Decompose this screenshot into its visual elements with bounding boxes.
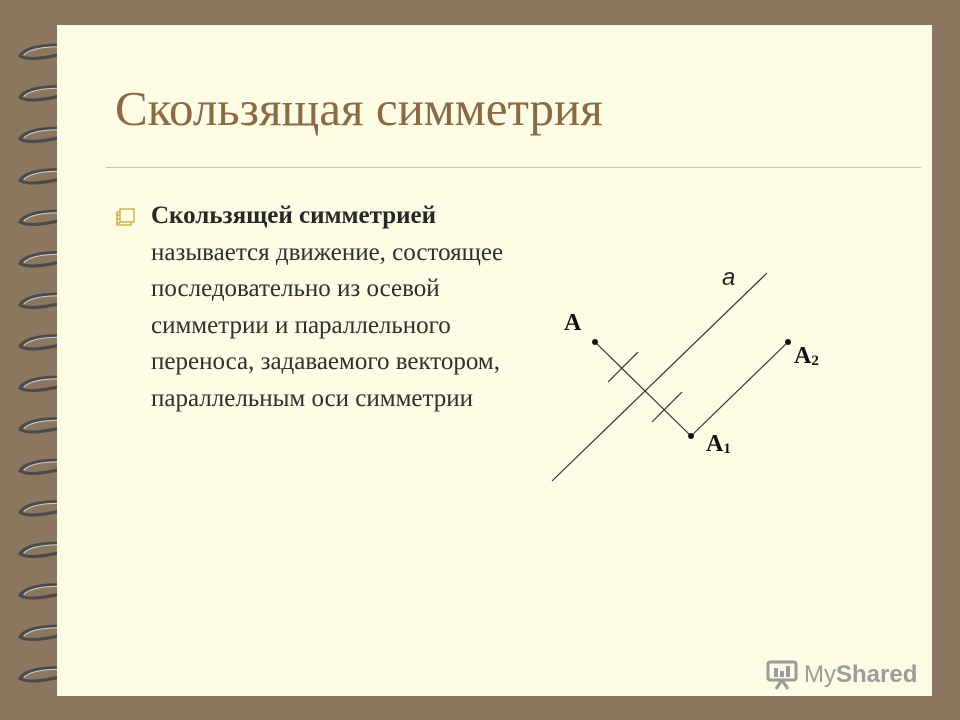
translation-segment	[691, 342, 788, 436]
symmetry-axis	[552, 273, 767, 481]
point-a-dot	[592, 339, 598, 345]
definition-body: называется движение, состоящее последовательно из осевой симметрии и параллельного переноса, задаваемого вектором, параллельным оси симметрии	[151, 238, 504, 412]
reflection-segment	[595, 342, 691, 436]
myshared-watermark	[766, 657, 926, 693]
tick-mark	[608, 352, 638, 382]
title-divider	[106, 167, 921, 168]
watermark-prefix: My	[804, 661, 836, 688]
axis-label: a	[722, 264, 736, 291]
point-a2-label: A2	[794, 343, 819, 369]
glide-reflection-diagram	[540, 255, 860, 495]
presentation-board-icon	[766, 660, 798, 690]
slide-title: Скользящая симметрия	[115, 81, 603, 136]
definition-text	[151, 198, 511, 417]
notebook-bullet-icon	[114, 207, 136, 229]
point-a1-label: A1	[706, 431, 731, 457]
definition-term: Скользящей симметрией	[151, 202, 437, 229]
point-a1-dot	[688, 433, 694, 439]
watermark-suffix: Shared	[836, 661, 918, 688]
tick-mark	[652, 392, 682, 422]
point-a-label: A	[564, 310, 582, 336]
point-a2-dot	[785, 339, 791, 345]
